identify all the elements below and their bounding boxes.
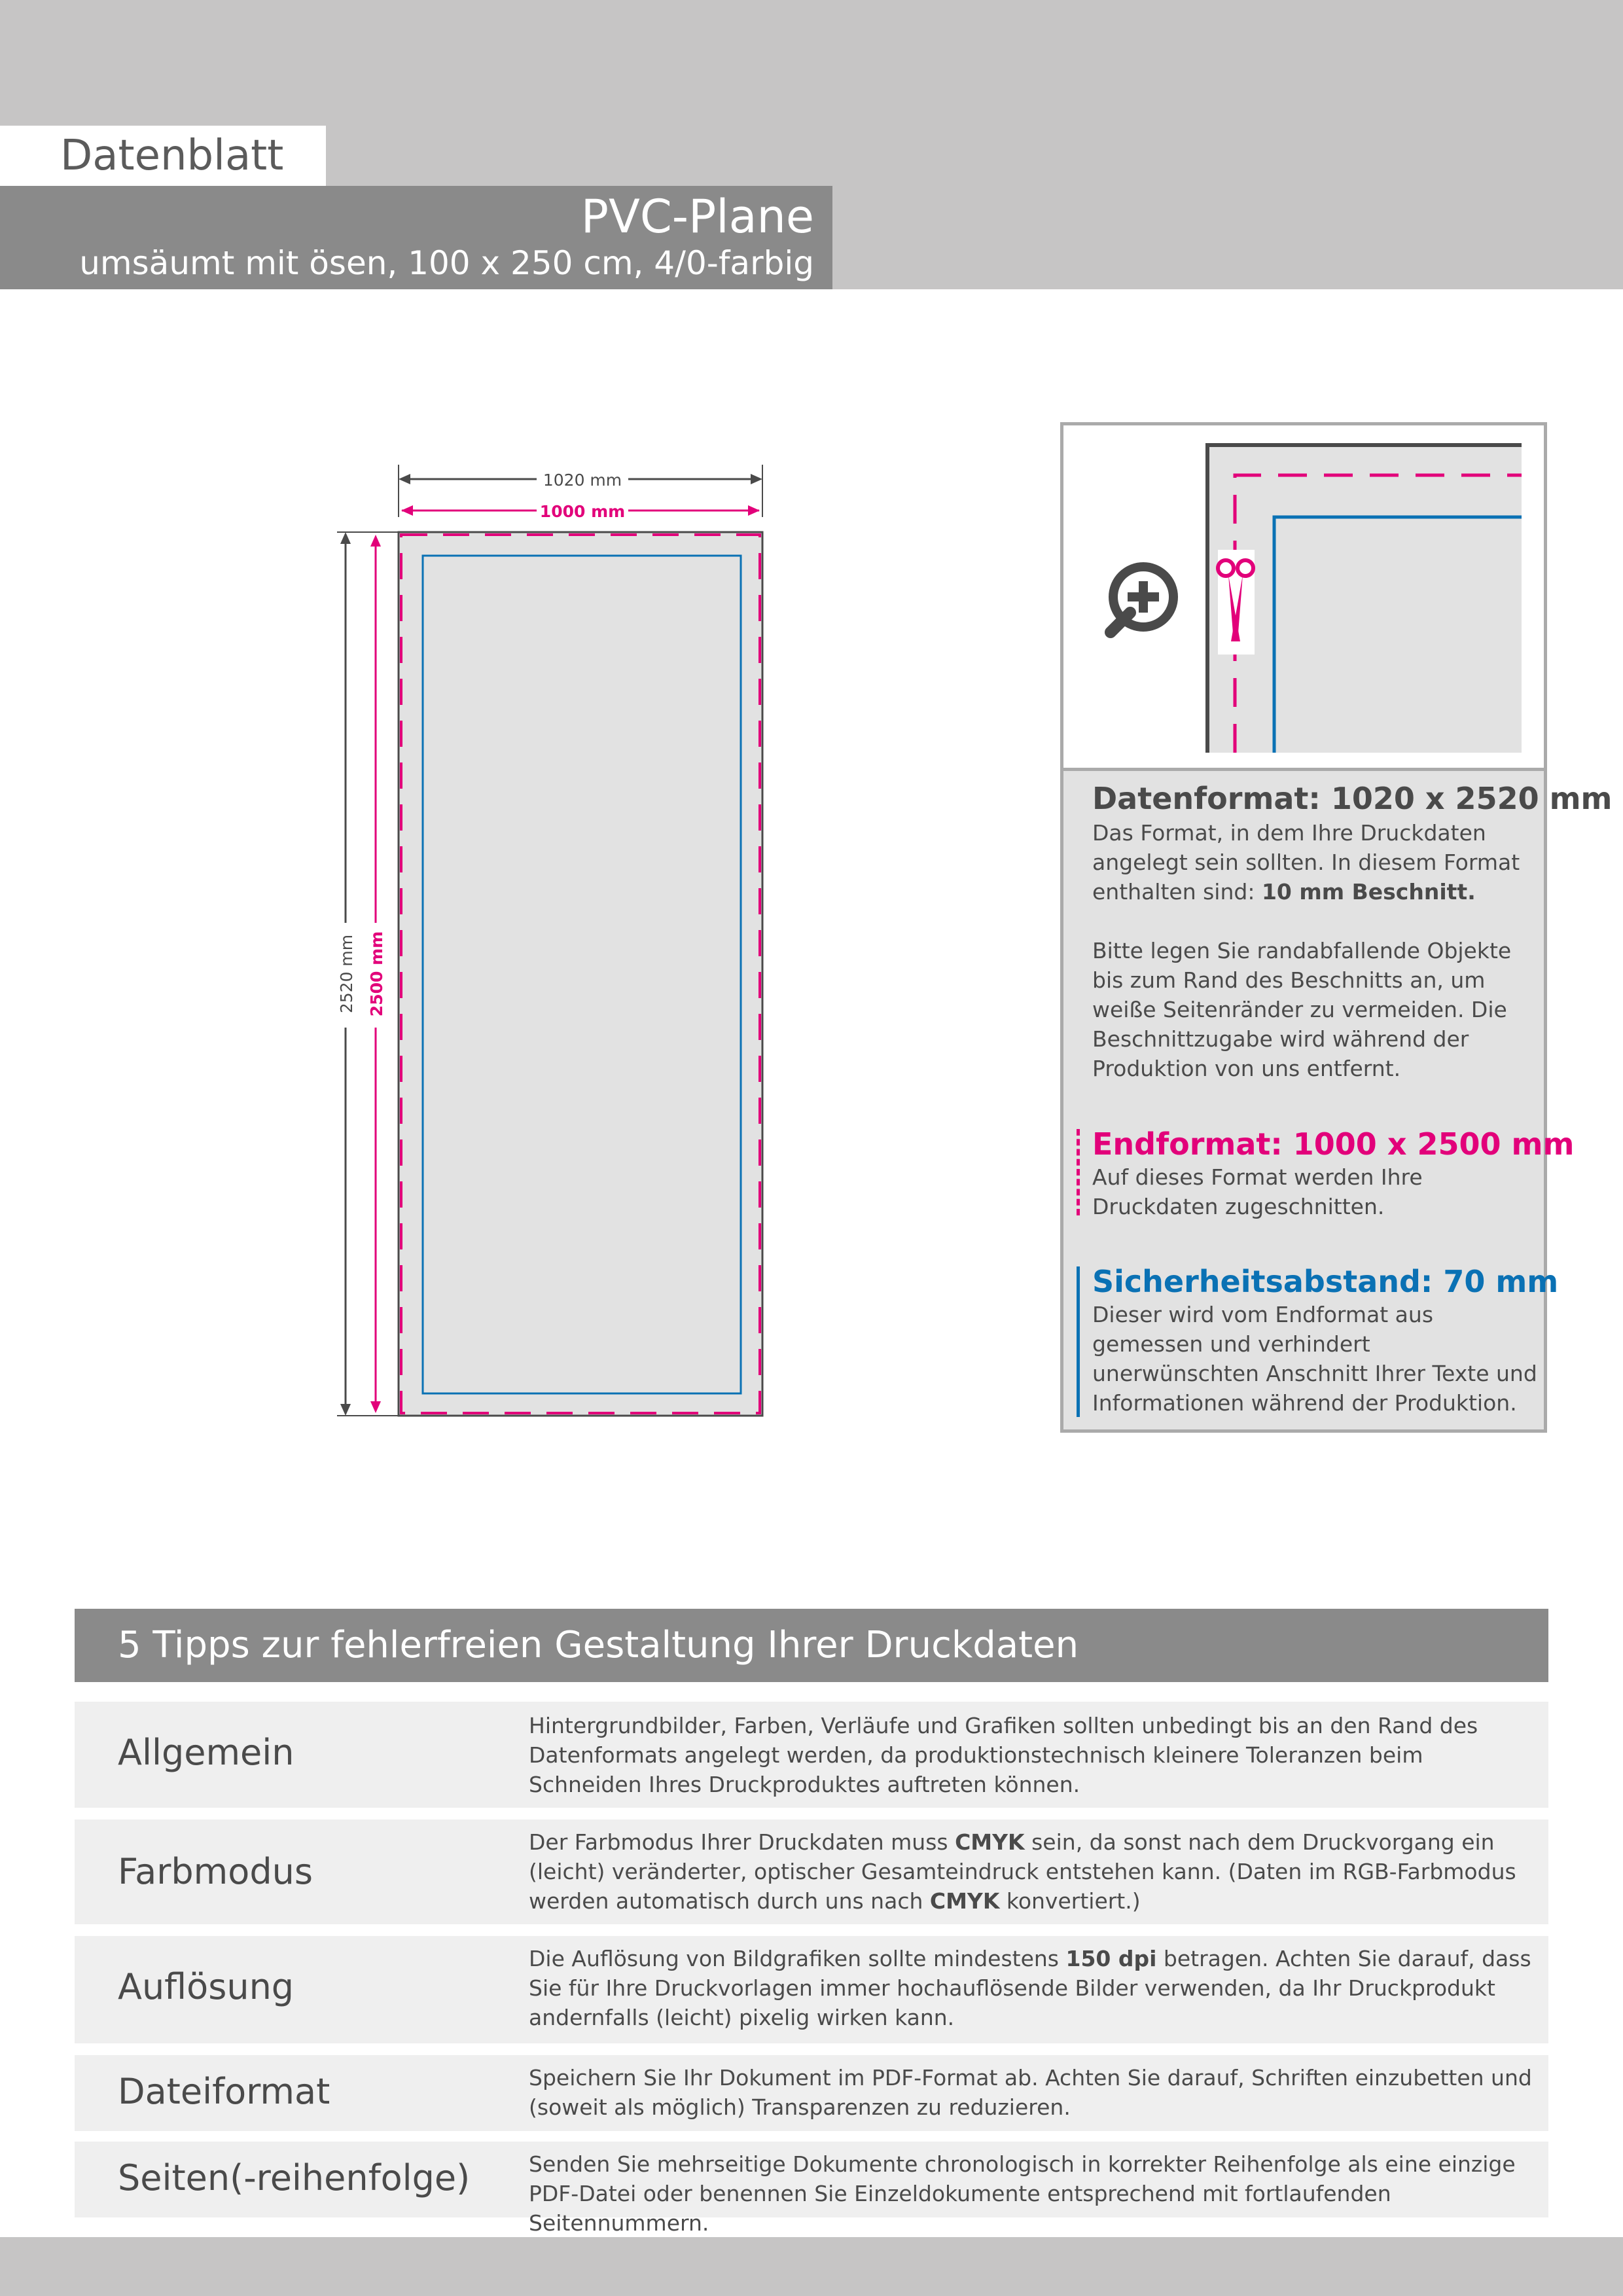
arrow-left-icon	[401, 505, 413, 516]
tip-text	[529, 1827, 1537, 1916]
tip-text: Speichern Sie Ihr Dokument im PDF-Format ab. Achten Sie darauf, Schriften einzubetten und (soweit als möglich) Transparenzen zu reduzieren.	[529, 2065, 1532, 2120]
tip-text	[529, 1944, 1537, 2032]
tip-label: Seiten(-reihenfolge)	[118, 2157, 471, 2198]
arrow-left-icon	[399, 474, 410, 484]
arrow-up-icon	[340, 532, 351, 544]
zoom-icon	[1111, 567, 1173, 632]
datenformat-title: Datenformat: 1020 x 2520 mm	[1092, 781, 1613, 816]
datenformat-note: Bitte legen Sie randabfallende Objekte bis zum Rand des Beschnitts an, um weiße Seitenränder zu vermeiden. Die Beschnittzugabe wird während der Produktion von uns entfernt.	[1092, 938, 1512, 1081]
sicherheit-title: Sicherheitsabstand: 70 mm	[1092, 1264, 1559, 1299]
tip-label: Farbmodus	[118, 1851, 313, 1892]
datenformat-text	[1092, 818, 1537, 906]
dim-label-data-width: 1020 mm	[543, 471, 622, 490]
tip-text-part: Der Farbmodus Ihrer Druckdaten muss	[529, 1829, 955, 1855]
corner-detail-graphic	[1063, 425, 1544, 768]
tip-row	[75, 1820, 1548, 1924]
arrow-down-icon	[340, 1404, 351, 1416]
endformat-title: Endformat: 1000 x 2500 mm	[1092, 1126, 1575, 1162]
document-label: Datenblatt	[60, 132, 284, 180]
tip-text: Hintergrundbilder, Farben, Verläufe und Grafiken sollten unbedingt bis an den Rand des Datenformats angelegt werden, da produktionstechnisch kleinere Toleranzen beim Schneiden Ihres Druckproduktes auftreten können.	[529, 1713, 1478, 1797]
tip-label: Auflösung	[118, 1966, 294, 2007]
tip-row	[75, 1702, 1548, 1808]
datenformat-text-part: Das Format, in dem Ihre Druckdaten angelegt sein sollten. In diesem Format enthalten sind:	[1092, 820, 1520, 905]
tip-row	[75, 2055, 1548, 2131]
endformat-marker	[1077, 1129, 1080, 1215]
tip-text-part: Die Auflösung von Bildgrafiken sollte mindestens	[529, 1946, 1066, 1971]
endformat-text: Auf dieses Format werden Ihre Druckdaten zugeschnitten.	[1092, 1164, 1423, 1219]
tip-text-part: konvertiert.)	[999, 1888, 1141, 1914]
arrow-right-icon	[748, 505, 760, 516]
scissors-icon	[1218, 550, 1255, 655]
tip-text: Senden Sie mehrseitige Dokumente chronologisch in korrekter Reihenfolge als eine einzige PDF-Datei oder benennen Sie Einzeldokumente entsprechend mit fortlaufenden Seitennummern.	[529, 2151, 1516, 2236]
arrow-down-icon	[370, 1401, 381, 1413]
footer-band	[0, 2237, 1623, 2296]
tips-title: 5 Tipps zur fehlerfreien Gestaltung Ihrer Druckdaten	[118, 1624, 1079, 1666]
tip-text-part: betragen. Achten Sie darauf, dass Sie für Ihre Druckvorlagen immer hochauflösende Bilder verwenden, da Ihr Druckprodukt andernfalls (leicht) pixelig wirken kann.	[529, 1946, 1531, 2030]
tip-label: Allgemein	[118, 1732, 294, 1773]
tips-header	[75, 1609, 1548, 1682]
tip-text-bold: CMYK	[955, 1829, 1025, 1855]
arrow-up-icon	[370, 535, 381, 547]
product-subtitle: umsäumt mit ösen, 100 x 250 cm, 4/0-farbig	[79, 244, 814, 282]
sicherheit-marker	[1077, 1266, 1080, 1417]
arrow-right-icon	[751, 474, 762, 484]
dim-label-final-width: 1000 mm	[539, 502, 626, 521]
dim-label-data-height: 2520 mm	[337, 934, 356, 1014]
tip-label: Dateiformat	[118, 2071, 330, 2112]
tip-text-part: sein, da sonst nach dem Druckvorgang ein (leicht) veränderter, optischer Gesamteindruck entstehen kann. (Daten im RGB-Farbmodus werden automatisch durch uns nach	[529, 1829, 1516, 1914]
data-format-area	[399, 532, 762, 1416]
sicherheit-text: Dieser wird vom Endformat aus gemessen und verhindert unerwünschten Anschnitt Ihrer Texte und Informationen während der Produktion.	[1092, 1302, 1537, 1416]
product-title: PVC-Plane	[580, 190, 814, 243]
info-panel	[1060, 422, 1613, 1433]
tip-row	[75, 2142, 1548, 2236]
dim-label-final-height: 2500 mm	[367, 931, 386, 1017]
tip-text-bold: CMYK	[929, 1888, 1000, 1914]
zoom-detail	[1063, 425, 1544, 771]
tip-row	[75, 1936, 1548, 2043]
tip-text-bold: 150 dpi	[1065, 1946, 1157, 1971]
datenformat-text-bold: 10 mm Beschnitt.	[1261, 879, 1476, 905]
